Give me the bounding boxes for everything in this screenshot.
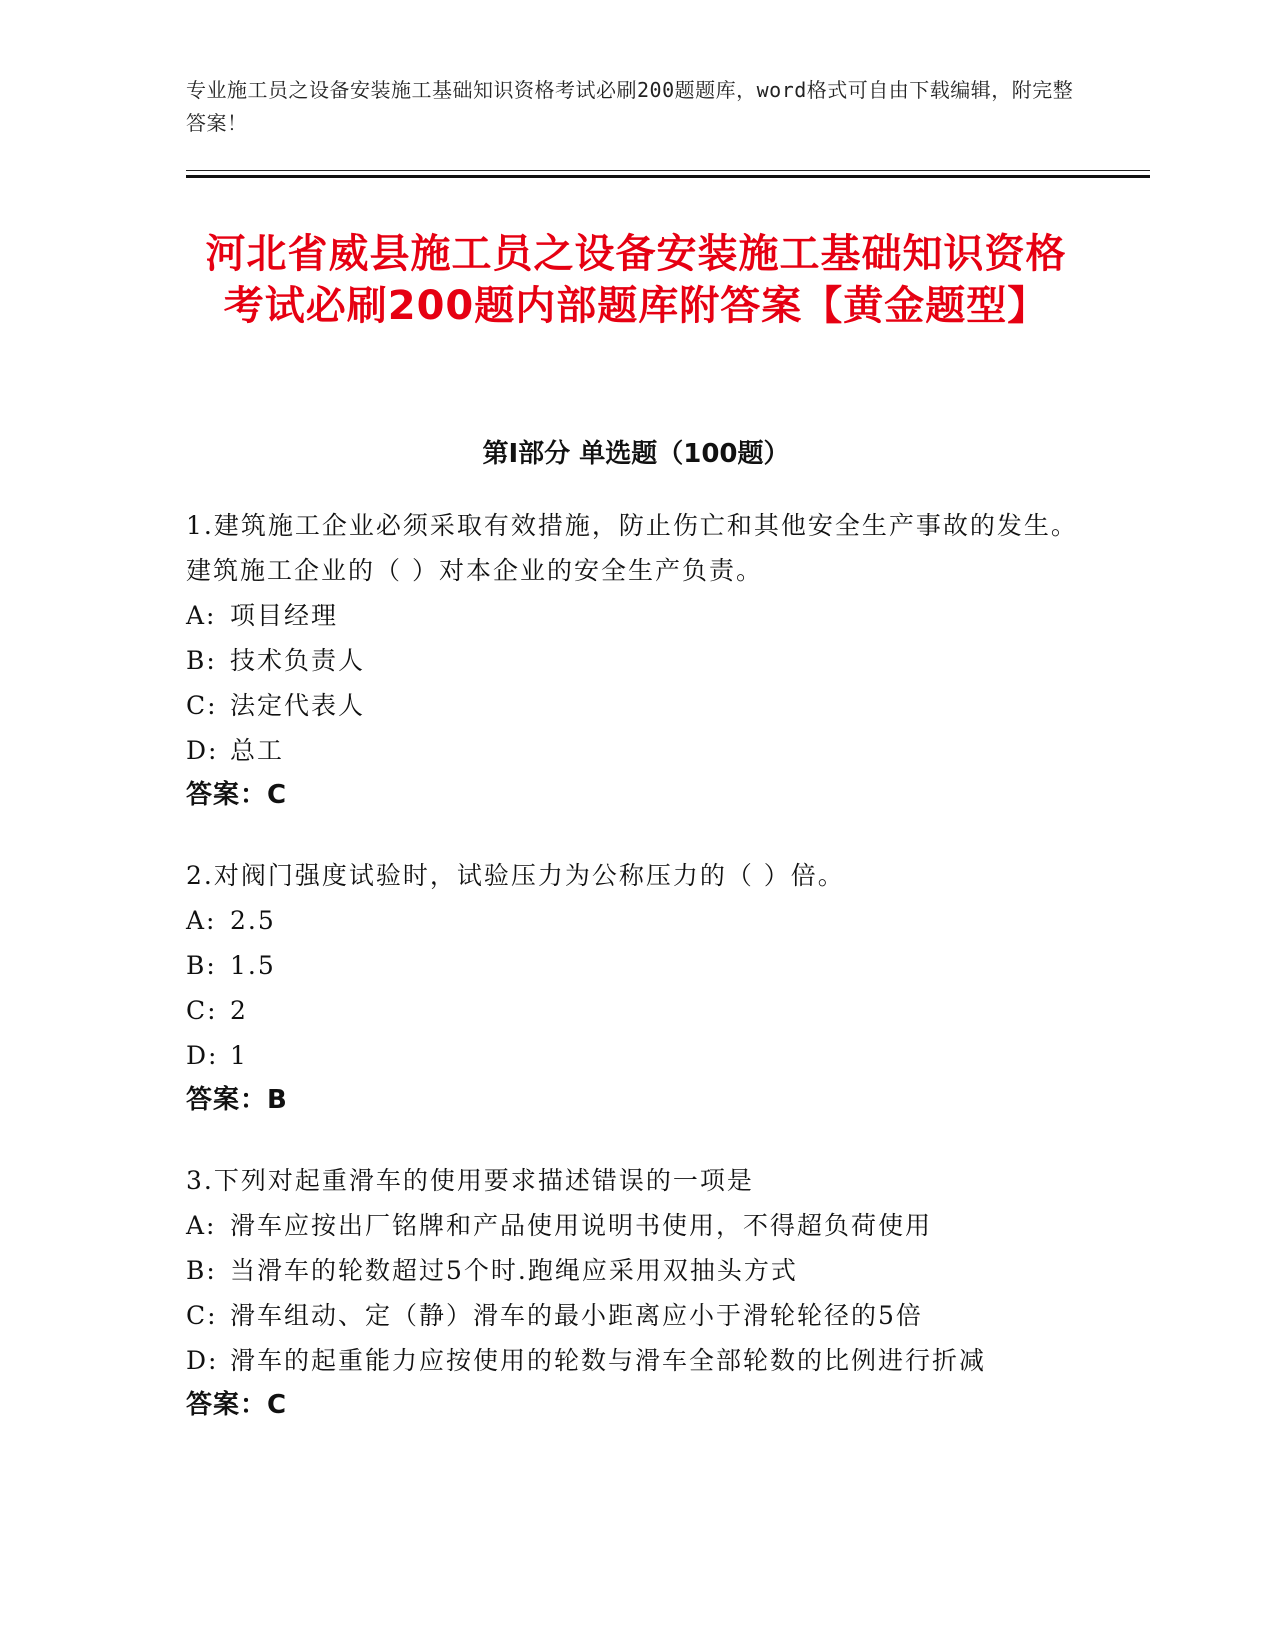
option-letter: B:	[186, 646, 217, 675]
question-3	[186, 1158, 1086, 1428]
option-text: 当滑车的轮数超过5个时.跑绳应采用双抽头方式	[230, 1256, 798, 1285]
option-a	[186, 898, 1086, 943]
option-letter: D:	[186, 1041, 219, 1070]
option-letter: B:	[186, 951, 217, 980]
answer-line: 答案：C	[186, 1390, 288, 1420]
question-1	[186, 503, 1086, 818]
header-rule-thin	[186, 170, 1150, 171]
option-text: 2.5	[230, 906, 276, 935]
option-text: 技术负责人	[230, 646, 366, 675]
header-note: 专业施工员之设备安装施工基础知识资格考试必刷200题题库，word格式可自由下载编辑，附完整答案！	[186, 78, 1074, 135]
option-d	[186, 1033, 1086, 1078]
option-text: 滑车组动、定（静）滑车的最小距离应小于滑轮轮径的5倍	[230, 1301, 923, 1330]
option-c	[186, 988, 1086, 1033]
option-b	[186, 638, 1086, 683]
option-d	[186, 1338, 1086, 1383]
option-c	[186, 1293, 1086, 1338]
option-letter: C:	[186, 1301, 218, 1330]
option-b	[186, 1248, 1086, 1293]
option-text: 1	[230, 1041, 248, 1070]
option-letter: C:	[186, 691, 218, 720]
question-stem: 2.对阀门强度试验时，试验压力为公称压力的（ ）倍。	[186, 861, 845, 890]
option-text: 滑车应按出厂铭牌和产品使用说明书使用，不得超负荷使用	[230, 1211, 933, 1240]
option-text: 项目经理	[230, 601, 339, 630]
option-letter: A:	[186, 601, 217, 630]
answer-line: 答案：C	[186, 780, 288, 810]
option-letter: A:	[186, 906, 217, 935]
option-b	[186, 943, 1086, 988]
option-letter: B:	[186, 1256, 217, 1285]
option-letter: C:	[186, 996, 218, 1025]
option-text: 总工	[230, 736, 285, 765]
option-c	[186, 683, 1086, 728]
option-text: 滑车的起重能力应按使用的轮数与滑车全部轮数的比例进行折减	[230, 1346, 987, 1375]
option-letter: D:	[186, 1346, 219, 1375]
section-heading: 第I部分 单选题（100题）	[482, 439, 790, 469]
option-text: 1.5	[230, 951, 276, 980]
header-rule-thick	[186, 175, 1150, 178]
option-a	[186, 593, 1086, 638]
option-letter: A:	[186, 1211, 217, 1240]
question-2	[186, 853, 1086, 1123]
answer-line: 答案：B	[186, 1085, 288, 1115]
question-stem: 1.建筑施工企业必须采取有效措施，防止伤亡和其他安全生产事故的发生。建筑施工企业的（ ）对本企业的安全生产负责。	[186, 511, 1078, 585]
document-title: 河北省威县施工员之设备安装施工基础知识资格考试必刷200题内部题库附答案【黄金题型】	[205, 231, 1067, 329]
option-a	[186, 1203, 1086, 1248]
option-d	[186, 728, 1086, 773]
option-letter: D:	[186, 736, 219, 765]
option-text: 法定代表人	[230, 691, 366, 720]
option-text: 2	[230, 996, 248, 1025]
question-stem: 3.下列对起重滑车的使用要求描述错误的一项是	[186, 1166, 754, 1195]
